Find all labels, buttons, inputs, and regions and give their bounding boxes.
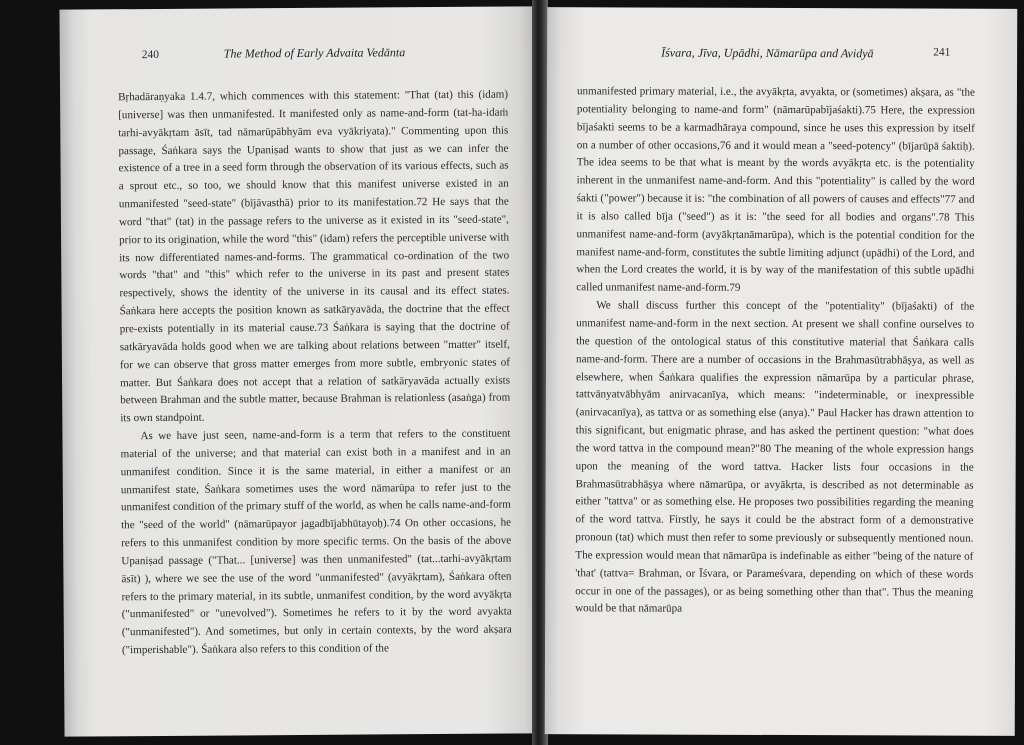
- page-number: 241: [933, 46, 951, 59]
- page-number: 240: [141, 48, 160, 62]
- paragraph: As we have just seen, name-and-form is a term that refers to the constituent material of the universe; and that material can exist both in a manifest and in an unmanifest condition. Since it is the same material, in either a manifest or an unmanifest state, Śaṅkara sometimes uses the word nāmarūpa to refer just to the unmanifest condition of the primary stuff of the world, as when he calls name-and-form the "seed of the world" (nāmarūpayor jagadbījabhūtayoḥ).74 On other occasions, he refers to this unmanifest condition by more specific terms. On the basis of the above Upaniṣad passage ("That... [universe] was then unmanifested" (tat...tarhi-avyākṛtam āsīt) ), where we see the use of the word "unmanifested" (avyākṛtam), Śaṅkara often refers to the primary material, in its subtle, unmanifest condition, by the word avyākṛta ("unmanifested" or "unevolved"). Sometimes he refers to it by the word avyakta ("unmanifested"). And sometimes, but only in certain contexts, by the word akṣara ("imperishable"). Śaṅkara also refers to this condition of the: [120, 427, 512, 657]
- paragraph: unmanifested primary material, i.e., the avyākṛta, avyakta, or (sometimes) akṣara, as "the potentiality belonging to name-and form" (nāmarūpabījaśakti).75 Here, the expression bījaśakti seems to be a karmadhāraya compound, since he uses this expression by itself on a number of other occasions,76 and it would mean a "seed-potency" (bījarūpā śaktiḥ). The idea seems to be that what is meant by the words avyākṛta etc. is the potentiality inherent in the unmanifest name-and-form. And this "potentiality" is called by the word śakti ("power") because it is: "the combination of all powers of causes and effects"77 and it is also called bīja ("seed") as it is: "the seed for all bodies and organs".78 This unmanifest name-and-form (avyākṛtanāmarūpa), which is the potential condition for the manifest name-and-form, constitutes the subtle limiting adjunct (upādhi) of the Lord, and when the Lord creates the world, it is by way of the manifestation of this subtle upādhi called unmanifest name-and-form.79: [576, 85, 975, 295]
- body-text: [575, 83, 975, 620]
- paragraph: We shall discuss further this concept of the "potentiality" (bījaśakti) of the unmanifest name-and-form in the next section. At present we shall confine ourselves to the question of the ontological status of this constitutive material that Śaṅkara calls name-and-form. There are a number of occasions in the Brahmasūtrabhāṣya, as well as elsewhere, when Śaṅkara qualifies the expression nāmarūpa by a particular phrase, tattvānyatvābhyām anirvacanīya, which means: "indeterminable, or inexpressible (anirvacanīya), as tattva or as something else (anya)." Paul Hacker has drawn attention to this significant, but enigmatic phrase, and has asked the pertinent question: "what does the word tattva in the compound mean?"80 The meaning of the whole expression hangs upon the meaning of the word tattva. Hacker lists four occasions in the Brahmasūtrabhāṣya where nāmarūpa, or avyākṛta, is described as not determinable as either "tattva" or as something else. He proposes two possibilities regarding the meaning of the word tattva. Firstly, he says it could be the abstract form of a demonstrative pronoun (tat) which must then refer to some previously or subsequently mentioned noun. The expression would mean that nāmarūpa is indefinable as either "being of the nature of 'that' (tattva= Brahman, or Īśvara, or Parameśvara, depending on which of these words occur in one of the passages), or as being something other than that". Thus the meaning would be that nāmarūpa: [575, 299, 975, 616]
- right-page: [545, 7, 1018, 736]
- running-head: The Method of Early Advaita Vedānta: [223, 45, 406, 61]
- running-head: Īśvara, Jīva, Upādhi, Nāmarūpa and Avidyā: [661, 45, 874, 61]
- body-text: [118, 87, 512, 661]
- left-page: [59, 6, 538, 736]
- paragraph: Bṛhadāraṇyaka 1.4.7, which commences with this statement: "That (tat) this (idam) [universe] was then unmanifested. It manifested only as name-and-form (tat-ha-idaṁ tarhi-avyākṛtam āsīt, tad nāmarūpābhyām eva vyākriyata)." Commenting upon this passage, Śaṅkara says the Upaniṣad wants to show that just as we can infer the existence of a tree in a seed form through the observation of its various effects, such as a sprout etc., so too, we should know that this manifest universe existed in an unmanifested "seed-state" (bījāvasthā) prior to its manifestation.72 He says that the word "that" (tat) in the passage refers to the universe as it existed in its "seed-state", prior to its origination, while the word "this" (idam) refers the perceptible universe with its now differentiated names-and-forms. The grammatical co-ordination of the two words "that" and "this" which refer to the universe in its past and present states respectively, shows the identity of the universe in its causal and its effect states. Śaṅkara here accepts the position known as satkāryavāda, the doctrine that the effect pre-exists potentially in its material cause.73 Śaṅkara is saying that the doctrine of satkāryavāda holds good when we are talking about relations between "matter" itself, for we can observe that gross matter emerges from more subtle, embryonic states of matter. But Śaṅkara does not accept that a relation of satkāryavāda actually exists between Brahman and the subtle matter, because Brahman is relationless (asaṅga) from its own standpoint.: [118, 88, 511, 425]
